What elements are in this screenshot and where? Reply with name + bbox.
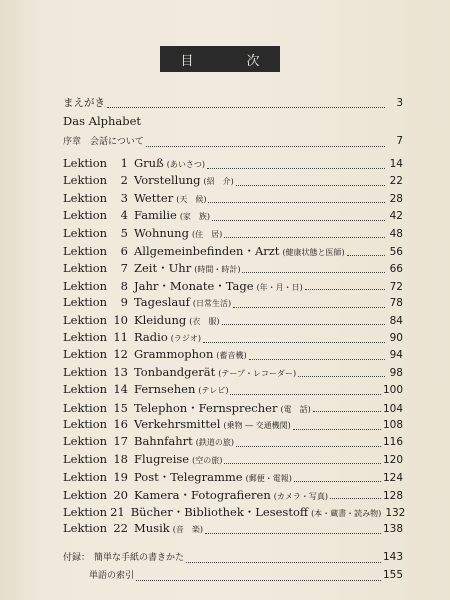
leader-dots — [222, 323, 385, 325]
lesson-japanese: (日常生活) — [192, 299, 232, 309]
toc-intro — [63, 134, 403, 151]
lesson-word: Lektion — [63, 208, 108, 223]
toc-lesson-row — [63, 382, 403, 399]
lesson-topic: Wohnung — [134, 225, 189, 240]
leader-dots — [347, 254, 385, 256]
toc-lesson-row — [63, 173, 403, 190]
leader-dots — [233, 306, 385, 308]
leader-dots — [186, 561, 381, 563]
leader-dots — [330, 497, 381, 499]
leader-dots — [236, 184, 385, 186]
toc-lesson-row — [63, 504, 406, 521]
lesson-topic: Fernsehen — [134, 382, 196, 397]
toc-label: まえがき — [63, 97, 105, 109]
lesson-topic: Jahr・Monate・Tage — [134, 278, 254, 293]
toc-lesson-row — [63, 469, 403, 486]
lesson-number: 16 — [113, 417, 128, 431]
toc-label: 単語の索引 — [89, 571, 135, 581]
lesson-number: 8 — [120, 278, 128, 293]
toc-lesson-row — [63, 243, 403, 260]
lesson-topic: Grammophon — [134, 347, 214, 362]
leader-dots — [298, 375, 385, 377]
lesson-number: 13 — [113, 364, 128, 379]
lesson-japanese: (衣 服) — [189, 316, 220, 326]
lesson-topic: Bücher・Bibliothek・Lesestoff — [130, 505, 309, 519]
toc-lesson-row — [63, 452, 403, 469]
leader-dots — [242, 271, 385, 273]
page-number: 78 — [389, 297, 403, 310]
lesson-topic: Allgemeinbefinden・Arzt — [134, 244, 280, 258]
lesson-number: 11 — [113, 330, 128, 344]
page-number: 66 — [389, 263, 403, 276]
lesson-word: Lektion — [63, 156, 108, 170]
leader-dots — [230, 393, 380, 395]
lesson-japanese: (住 居) — [191, 229, 223, 239]
lesson-japanese: (本・蔵書・読み物) — [311, 509, 382, 518]
page-number: 28 — [389, 192, 403, 205]
leader-dots — [205, 532, 381, 534]
lesson-word: Lektion — [63, 417, 108, 431]
leader-dots — [305, 288, 385, 290]
page-number: 22 — [389, 175, 403, 188]
lesson-topic: Musik — [134, 521, 170, 536]
lesson-japanese: (ラジオ) — [170, 334, 201, 343]
leader-dots — [136, 579, 381, 581]
toc-label: Das Alphabet — [63, 114, 142, 128]
lesson-topic: Kleidung — [134, 312, 187, 327]
page-number: 42 — [389, 210, 403, 223]
toc-lesson-row — [63, 226, 403, 243]
leader-dots — [224, 462, 381, 464]
lesson-topic: Vorstellung — [134, 173, 201, 188]
toc-preface — [63, 95, 403, 112]
leader-dots — [236, 445, 381, 447]
toc-lesson-row — [63, 295, 403, 312]
toc-lesson-row — [63, 191, 403, 208]
lesson-japanese: (紹 介) — [203, 177, 234, 187]
lesson-number: 2 — [120, 173, 128, 188]
page-number: 7 — [396, 135, 403, 147]
lesson-japanese: (あいさつ) — [166, 160, 206, 169]
lesson-number: 19 — [113, 470, 128, 485]
lesson-topic: Flugreise — [134, 451, 190, 466]
lesson-word: Lektion — [63, 190, 108, 205]
leader-dots — [208, 201, 385, 203]
lesson-japanese: (空の旅) — [192, 455, 223, 465]
page-number: 138 — [382, 523, 403, 536]
lesson-topic: Zeit・Uhr — [134, 261, 192, 276]
lesson-topic: Bahnfahrt — [134, 434, 193, 449]
lesson-word: Lektion — [63, 225, 108, 240]
toc-lesson-row — [63, 313, 403, 330]
lesson-word: Lektion — [63, 434, 108, 449]
lesson-japanese: (家 族) — [179, 212, 211, 222]
page-number: 120 — [382, 453, 403, 466]
toc-lesson-row — [63, 330, 403, 347]
page-number: 108 — [382, 419, 403, 431]
leader-dots — [294, 480, 381, 482]
lesson-topic: Wetter — [134, 190, 174, 205]
lesson-japanese: (郵便・電報) — [245, 474, 292, 484]
page-number: 128 — [382, 489, 403, 502]
leader-dots — [146, 145, 385, 147]
page-number: 100 — [382, 384, 403, 397]
lesson-topic: Telephon・Fernsprecher — [134, 400, 278, 415]
lesson-number: 4 — [120, 208, 128, 223]
lesson-word: Lektion — [63, 261, 108, 276]
toc-lesson-row — [63, 487, 403, 504]
lesson-japanese: (時間・時計) — [194, 265, 241, 275]
page-number: 143 — [382, 551, 403, 563]
lesson-number: 7 — [120, 261, 128, 276]
page-number: 72 — [389, 280, 403, 293]
toc-lesson-row — [63, 347, 403, 364]
page-number: 104 — [382, 402, 403, 415]
leader-dots — [224, 236, 385, 238]
leader-dots — [107, 106, 385, 108]
lesson-word: Lektion — [63, 312, 108, 327]
lesson-word: Lektion — [63, 400, 108, 415]
lesson-number: 21 — [110, 505, 125, 519]
lesson-number: 20 — [113, 487, 128, 502]
page-number: 56 — [389, 246, 403, 258]
lesson-topic: Verkehrsmittel — [134, 417, 221, 431]
lesson-japanese: (鉄道の旅) — [195, 438, 235, 448]
lesson-topic: Familie — [134, 208, 177, 223]
toc-lesson-row — [63, 260, 403, 277]
lesson-number: 3 — [120, 190, 128, 205]
lesson-japanese: (音 楽) — [172, 525, 203, 535]
lesson-topic: Post・Telegramme — [134, 470, 243, 485]
lesson-word: Lektion — [63, 382, 108, 397]
lesson-word: Lektion — [63, 330, 108, 344]
lesson-number: 6 — [120, 244, 128, 258]
page-number: 116 — [382, 436, 403, 449]
lesson-number: 9 — [120, 295, 128, 310]
page-title: 目 次 — [160, 46, 280, 72]
toc-lesson-row — [63, 521, 403, 538]
page-number: 3 — [396, 97, 403, 109]
leader-dots — [207, 167, 385, 169]
toc-lesson-row — [63, 434, 403, 451]
lesson-number: 10 — [113, 312, 128, 327]
page-number: 14 — [389, 158, 403, 170]
page-number: 84 — [389, 314, 403, 327]
toc-appendix-letters — [63, 550, 403, 567]
toc-label: 序章 会話について — [63, 137, 144, 147]
lesson-word: Lektion — [63, 295, 108, 310]
lesson-japanese: (電 話) — [280, 404, 311, 414]
lesson-number: 14 — [113, 382, 128, 397]
lesson-word: Lektion — [63, 278, 108, 293]
page-number: 124 — [382, 472, 403, 485]
lesson-japanese: (テレビ) — [198, 386, 229, 396]
toc-lesson-row — [63, 156, 403, 173]
lesson-word: Lektion — [63, 521, 108, 536]
lesson-word: Lektion — [63, 244, 108, 258]
lesson-japanese: (年・月・日) — [256, 282, 303, 292]
lesson-word: Lektion — [63, 347, 108, 362]
page-number: 90 — [389, 332, 403, 344]
page-number: 98 — [389, 366, 403, 379]
lesson-number: 1 — [120, 156, 128, 170]
toc-lesson-row — [63, 400, 403, 417]
lesson-topic: Gruß — [134, 156, 164, 170]
toc-lesson-row — [63, 417, 403, 434]
toc-label: 簡単な手紙の書きかた — [94, 553, 185, 563]
lesson-japanese: (蓄音機) — [216, 351, 247, 361]
leader-dots — [212, 219, 385, 221]
lesson-word: Lektion — [63, 364, 108, 379]
appendix-prefix: 付録： — [63, 553, 91, 563]
toc-appendix-index — [63, 568, 403, 585]
lesson-japanese: (天 候) — [176, 194, 207, 204]
lesson-topic: Tageslauf — [134, 295, 190, 310]
lesson-japanese: (カメラ・写真) — [273, 491, 328, 501]
page-number: 48 — [389, 227, 403, 240]
page-number: 94 — [389, 349, 403, 362]
lesson-word: Lektion — [63, 487, 108, 502]
toc-lesson-row — [63, 278, 403, 295]
lesson-japanese: (乗物 ― 交通機関) — [223, 421, 291, 430]
lesson-number: 17 — [113, 434, 128, 449]
lesson-topic: Kamera・Fotografieren — [134, 487, 271, 502]
leader-dots — [249, 358, 385, 360]
page-number: 155 — [382, 569, 403, 581]
lesson-number: 18 — [113, 451, 128, 466]
lesson-japanese: (健康状態と医師) — [282, 248, 345, 257]
lesson-topic: Radio — [134, 330, 168, 344]
leader-dots — [203, 341, 385, 343]
page-number: 132 — [385, 507, 406, 519]
lesson-word: Lektion — [63, 451, 108, 466]
lesson-word: Lektion — [63, 505, 108, 519]
lesson-word: Lektion — [63, 470, 108, 485]
leader-dots — [293, 428, 381, 430]
leader-dots — [313, 410, 381, 412]
lesson-number: 5 — [120, 225, 128, 240]
lesson-japanese: (テープ・レコーダー) — [218, 368, 297, 378]
lesson-number: 15 — [113, 400, 128, 415]
toc-alphabet — [63, 114, 403, 131]
lesson-number: 12 — [113, 347, 128, 362]
lesson-word: Lektion — [63, 173, 108, 188]
lesson-number: 22 — [113, 521, 128, 536]
toc-lesson-row — [63, 208, 403, 225]
toc-lesson-row — [63, 365, 403, 382]
lesson-topic: Tonbandgerät — [134, 364, 216, 379]
